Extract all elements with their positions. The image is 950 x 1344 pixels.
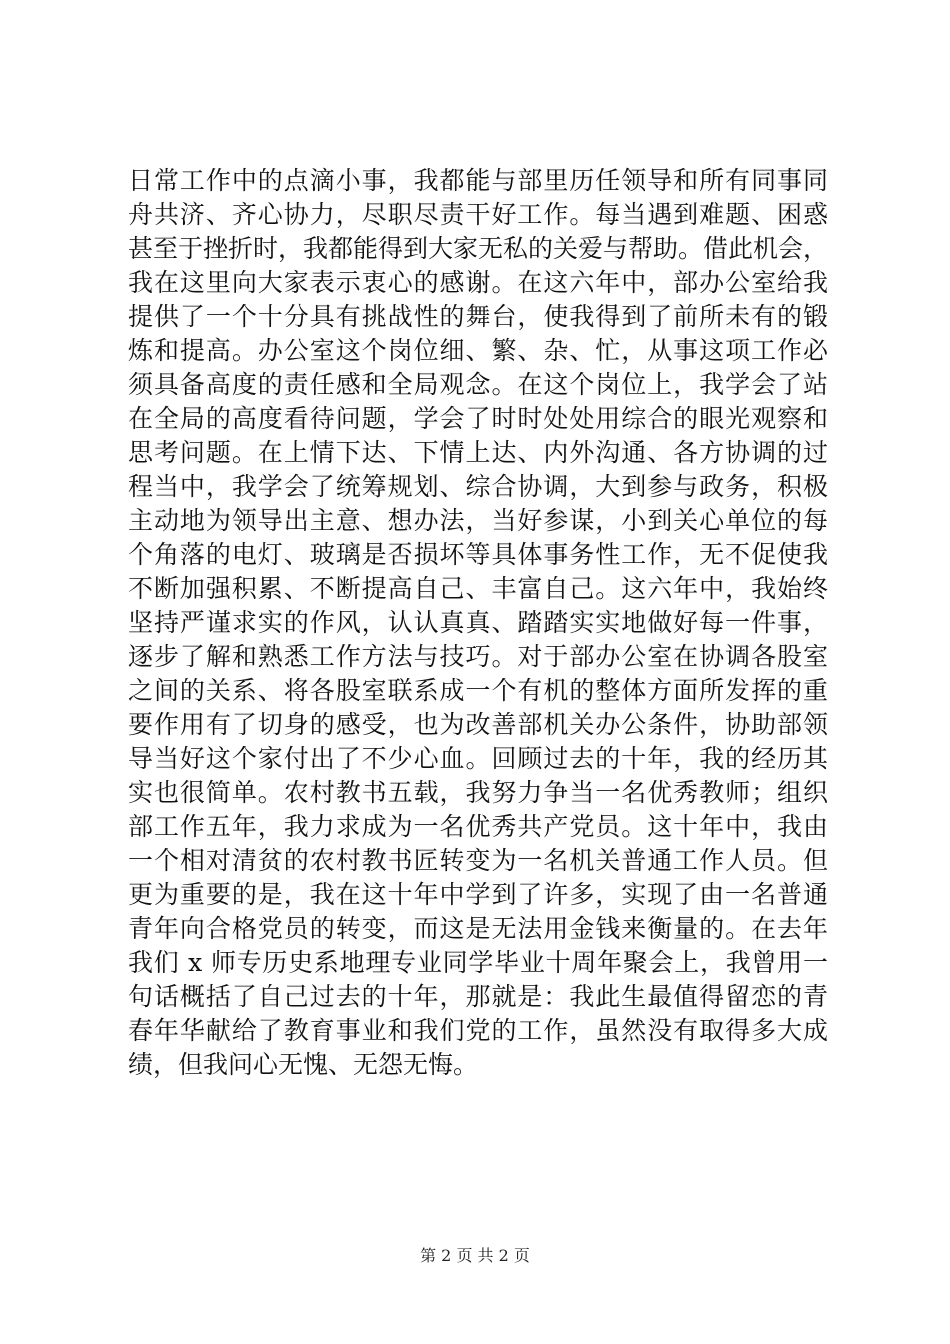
text-line: 炼和提高。办公室这个岗位细、繁、杂、忙，从事这项工作必 xyxy=(128,336,828,365)
text-line: 句话概括了自己过去的十年，那就是：我此生最值得留恋的青 xyxy=(128,982,828,1011)
text-line: 绩，但我问心无愧、无怨无悔。 xyxy=(128,1050,479,1079)
text-line: 在全局的高度看待问题，学会了时时处处用综合的眼光观察和 xyxy=(128,404,828,433)
text-line: 坚持严谨求实的作风，认认真真、踏踏实实地做好每一件事， xyxy=(128,608,828,637)
text-line: 要作用有了切身的感受，也为改善部机关办公条件，协助部领 xyxy=(128,710,828,739)
text-line: 之间的关系、将各股室联系成一个有机的整体方面所发挥的重 xyxy=(128,676,828,705)
text-line: 春年华献给了教育事业和我们党的工作，虽然没有取得多大成 xyxy=(128,1016,828,1045)
text-line: 导当好这个家付出了不少心血。回顾过去的十年，我的经历其 xyxy=(128,744,828,773)
body-paragraph xyxy=(128,164,828,1082)
text-line: 提供了一个十分具有挑战性的舞台，使我得到了前所未有的锻 xyxy=(128,302,828,331)
text-line: 一个相对清贫的农村教书匠转变为一名机关普通工作人员。但 xyxy=(128,846,828,875)
text-line: 我们 x 师专历史系地理专业同学毕业十周年聚会上，我曾用一 xyxy=(128,948,828,977)
text-line: 程当中，我学会了统筹规划、综合协调，大到参与政务，积极 xyxy=(128,472,828,501)
text-line: 须具备高度的责任感和全局观念。在这个岗位上，我学会了站 xyxy=(128,370,828,399)
text-line: 甚至于挫折时，我都能得到大家无私的关爱与帮助。借此机会， xyxy=(128,234,829,263)
text-line: 实也很简单。农村教书五载，我努力争当一名优秀教师；组织 xyxy=(128,778,828,807)
text-line: 更为重要的是，我在这十年中学到了许多，实现了由一名普通 xyxy=(128,880,828,909)
text-line: 主动地为领导出主意、想办法，当好参谋，小到关心单位的每 xyxy=(128,506,828,535)
text-line: 日常工作中的点滴小事，我都能与部里历任领导和所有同事同 xyxy=(128,166,828,195)
page-footer: 第 2 页 共 2 页 xyxy=(420,1246,530,1265)
text-line: 青年向合格党员的转变，而这是无法用金钱来衡量的。在去年 xyxy=(128,914,828,943)
text-line: 部工作五年，我力求成为一名优秀共产党员。这十年中，我由 xyxy=(128,812,828,841)
text-line: 不断加强积累、不断提高自己、丰富自己。这六年中，我始终 xyxy=(128,574,828,603)
text-line: 逐步了解和熟悉工作方法与技巧。对于部办公室在协调各股室 xyxy=(128,642,828,671)
text-line: 舟共济、齐心协力，尽职尽责干好工作。每当遇到难题、困惑 xyxy=(128,200,828,229)
text-line: 思考问题。在上情下达、下情上达、内外沟通、各方协调的过 xyxy=(128,438,828,467)
text-line: 我在这里向大家表示衷心的感谢。在这六年中，部办公室给我 xyxy=(128,268,828,297)
text-line: 个角落的电灯、玻璃是否损坏等具体事务性工作，无不促使我 xyxy=(128,540,828,569)
